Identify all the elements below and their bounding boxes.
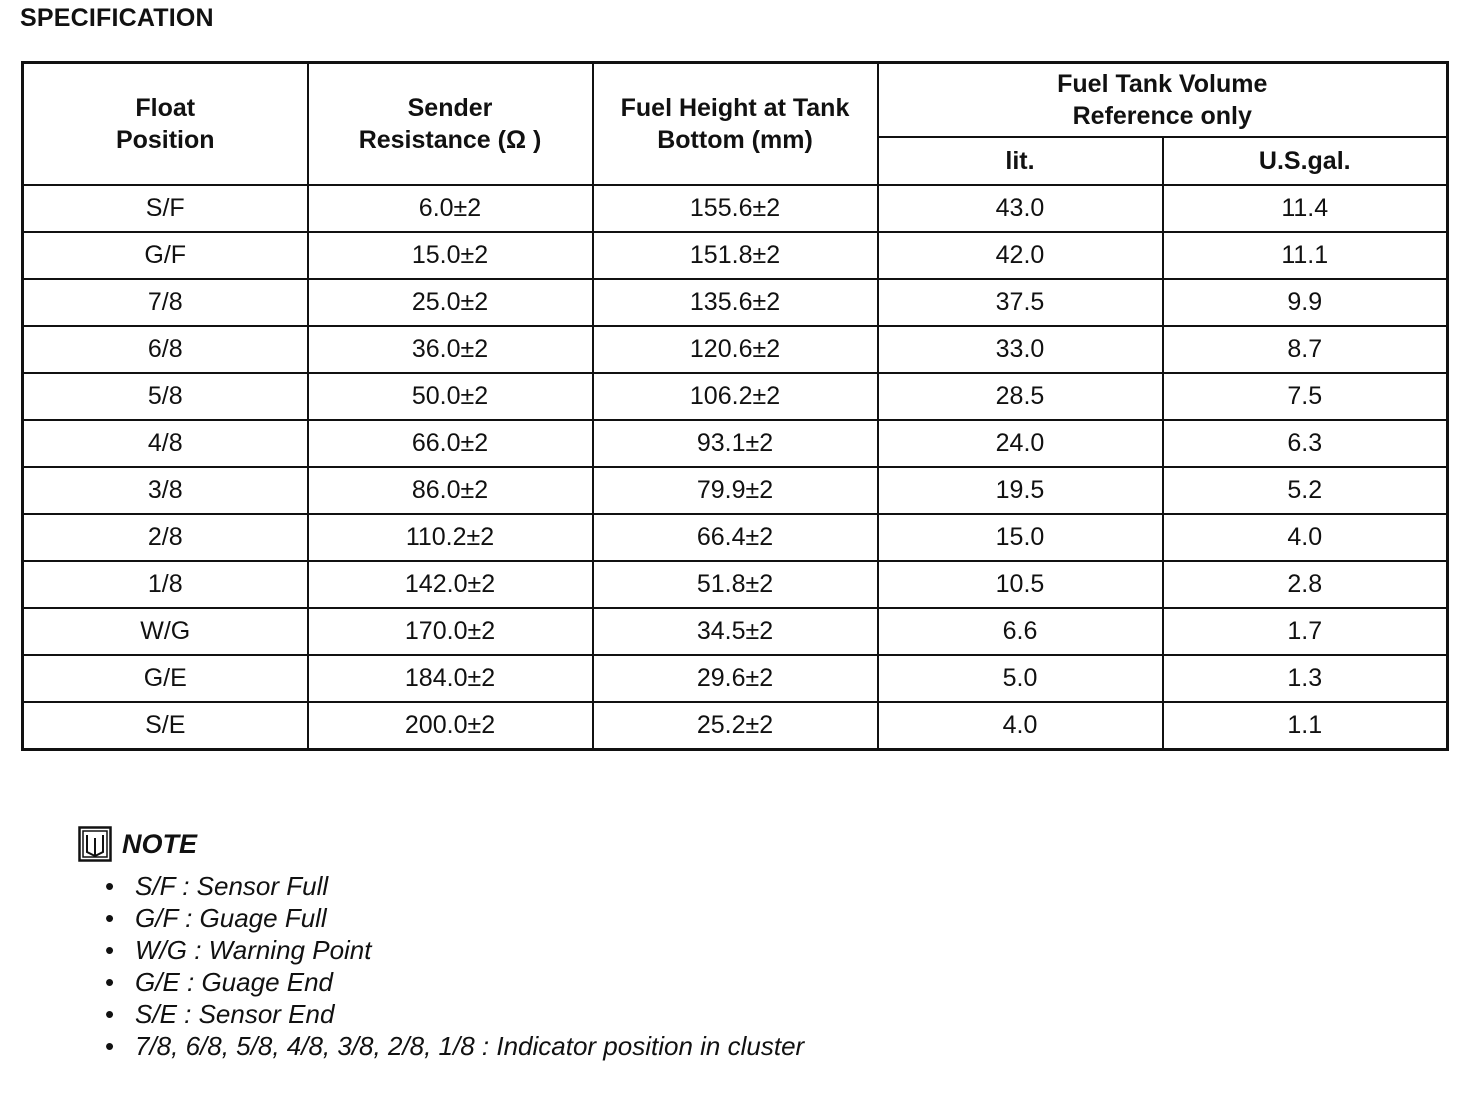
header-sender-resistance bbox=[308, 63, 593, 185]
header-float-position-line1: Float bbox=[135, 93, 196, 122]
cell-gallons: 4.0 bbox=[1163, 514, 1448, 561]
table-row bbox=[23, 185, 1448, 232]
cell-liters: 15.0 bbox=[878, 514, 1163, 561]
header-fuel-height-line2: Bottom (mm) bbox=[657, 125, 813, 154]
note-list bbox=[78, 870, 804, 1062]
cell-fuel-height: 66.4±2 bbox=[593, 514, 878, 561]
table-row bbox=[23, 326, 1448, 373]
cell-sender-resistance: 66.0±2 bbox=[308, 420, 593, 467]
header-float-position bbox=[23, 63, 308, 185]
header-fuel-volume-line2: Reference only bbox=[1072, 101, 1252, 130]
cell-gallons: 2.8 bbox=[1163, 561, 1448, 608]
note-book-icon bbox=[78, 826, 112, 862]
cell-float-position: 7/8 bbox=[23, 279, 308, 326]
cell-liters: 33.0 bbox=[878, 326, 1163, 373]
specification-table bbox=[21, 61, 1449, 751]
note-item bbox=[105, 870, 804, 902]
table-body bbox=[23, 185, 1448, 750]
cell-sender-resistance: 86.0±2 bbox=[308, 467, 593, 514]
note-item-text: 7/8, 6/8, 5/8, 4/8, 3/8, 2/8, 1/8 : Indicator position in cluster bbox=[135, 1031, 805, 1061]
cell-fuel-height: 25.2±2 bbox=[593, 702, 878, 750]
cell-sender-resistance: 6.0±2 bbox=[308, 185, 593, 232]
header-gallons: U.S.gal. bbox=[1163, 137, 1448, 185]
cell-sender-resistance: 25.0±2 bbox=[308, 279, 593, 326]
bullet-icon: • bbox=[105, 903, 115, 933]
cell-gallons: 6.3 bbox=[1163, 420, 1448, 467]
note-item bbox=[105, 966, 804, 998]
cell-float-position: 5/8 bbox=[23, 373, 308, 420]
cell-sender-resistance: 15.0±2 bbox=[308, 232, 593, 279]
cell-gallons: 1.3 bbox=[1163, 655, 1448, 702]
table-row bbox=[23, 561, 1448, 608]
cell-float-position: 4/8 bbox=[23, 420, 308, 467]
header-sender-resistance-line2: Resistance (Ω ) bbox=[358, 125, 542, 154]
note-title: NOTE bbox=[122, 828, 198, 859]
table-row bbox=[23, 655, 1448, 702]
cell-sender-resistance: 142.0±2 bbox=[308, 561, 593, 608]
bullet-icon: • bbox=[105, 871, 115, 901]
cell-liters: 37.5 bbox=[878, 279, 1163, 326]
cell-float-position: 3/8 bbox=[23, 467, 308, 514]
table-row bbox=[23, 608, 1448, 655]
cell-gallons: 11.1 bbox=[1163, 232, 1448, 279]
table-row bbox=[23, 467, 1448, 514]
bullet-icon: • bbox=[105, 999, 115, 1029]
cell-fuel-height: 34.5±2 bbox=[593, 608, 878, 655]
cell-sender-resistance: 170.0±2 bbox=[308, 608, 593, 655]
note-item bbox=[105, 998, 804, 1030]
cell-fuel-height: 106.2±2 bbox=[593, 373, 878, 420]
table-row bbox=[23, 514, 1448, 561]
header-fuel-height bbox=[593, 63, 878, 185]
cell-float-position: G/F bbox=[23, 232, 308, 279]
cell-sender-resistance: 110.2±2 bbox=[308, 514, 593, 561]
note-item-text: G/F : Guage Full bbox=[135, 903, 327, 933]
table-row bbox=[23, 232, 1448, 279]
cell-fuel-height: 120.6±2 bbox=[593, 326, 878, 373]
cell-fuel-height: 155.6±2 bbox=[593, 185, 878, 232]
cell-fuel-height: 79.9±2 bbox=[593, 467, 878, 514]
cell-float-position: G/E bbox=[23, 655, 308, 702]
header-fuel-volume bbox=[878, 63, 1448, 137]
cell-liters: 28.5 bbox=[878, 373, 1163, 420]
header-fuel-volume-line1: Fuel Tank Volume bbox=[1057, 69, 1268, 98]
cell-float-position: 2/8 bbox=[23, 514, 308, 561]
cell-liters: 10.5 bbox=[878, 561, 1163, 608]
cell-float-position: W/G bbox=[23, 608, 308, 655]
note-item-text: S/F : Sensor Full bbox=[135, 871, 329, 901]
cell-fuel-height: 151.8±2 bbox=[593, 232, 878, 279]
cell-gallons: 11.4 bbox=[1163, 185, 1448, 232]
cell-liters: 6.6 bbox=[878, 608, 1163, 655]
bullet-icon: • bbox=[105, 1031, 115, 1061]
cell-float-position: S/F bbox=[23, 185, 308, 232]
cell-liters: 43.0 bbox=[878, 185, 1163, 232]
cell-gallons: 7.5 bbox=[1163, 373, 1448, 420]
cell-sender-resistance: 50.0±2 bbox=[308, 373, 593, 420]
cell-gallons: 5.2 bbox=[1163, 467, 1448, 514]
note-item-text: W/G : Warning Point bbox=[135, 935, 372, 965]
page-title: SPECIFICATION bbox=[20, 4, 214, 32]
note-item-text: G/E : Guage End bbox=[135, 967, 334, 997]
cell-fuel-height: 51.8±2 bbox=[593, 561, 878, 608]
cell-fuel-height: 93.1±2 bbox=[593, 420, 878, 467]
cell-sender-resistance: 36.0±2 bbox=[308, 326, 593, 373]
header-liters: lit. bbox=[878, 137, 1163, 185]
cell-sender-resistance: 184.0±2 bbox=[308, 655, 593, 702]
cell-float-position: 1/8 bbox=[23, 561, 308, 608]
cell-fuel-height: 135.6±2 bbox=[593, 279, 878, 326]
cell-fuel-height: 29.6±2 bbox=[593, 655, 878, 702]
cell-float-position: 6/8 bbox=[23, 326, 308, 373]
note-item-text: S/E : Sensor End bbox=[135, 999, 335, 1029]
note-item bbox=[105, 902, 804, 934]
cell-float-position: S/E bbox=[23, 702, 308, 750]
bullet-icon: • bbox=[105, 935, 115, 965]
cell-liters: 19.5 bbox=[878, 467, 1163, 514]
header-fuel-height-line1: Fuel Height at Tank bbox=[620, 93, 850, 122]
bullet-icon: • bbox=[105, 967, 115, 997]
header-sender-resistance-line1: Sender bbox=[407, 93, 493, 122]
cell-gallons: 8.7 bbox=[1163, 326, 1448, 373]
note-item bbox=[105, 1030, 804, 1062]
cell-gallons: 1.7 bbox=[1163, 608, 1448, 655]
table-row bbox=[23, 373, 1448, 420]
table-row bbox=[23, 420, 1448, 467]
cell-liters: 4.0 bbox=[878, 702, 1163, 750]
cell-gallons: 1.1 bbox=[1163, 702, 1448, 750]
table-row bbox=[23, 702, 1448, 750]
note-item bbox=[105, 934, 804, 966]
note-section bbox=[78, 826, 804, 1062]
cell-sender-resistance: 200.0±2 bbox=[308, 702, 593, 750]
cell-liters: 42.0 bbox=[878, 232, 1163, 279]
header-float-position-line2: Position bbox=[115, 125, 215, 154]
cell-liters: 24.0 bbox=[878, 420, 1163, 467]
note-header bbox=[78, 826, 804, 862]
cell-gallons: 9.9 bbox=[1163, 279, 1448, 326]
cell-liters: 5.0 bbox=[878, 655, 1163, 702]
table-row bbox=[23, 279, 1448, 326]
